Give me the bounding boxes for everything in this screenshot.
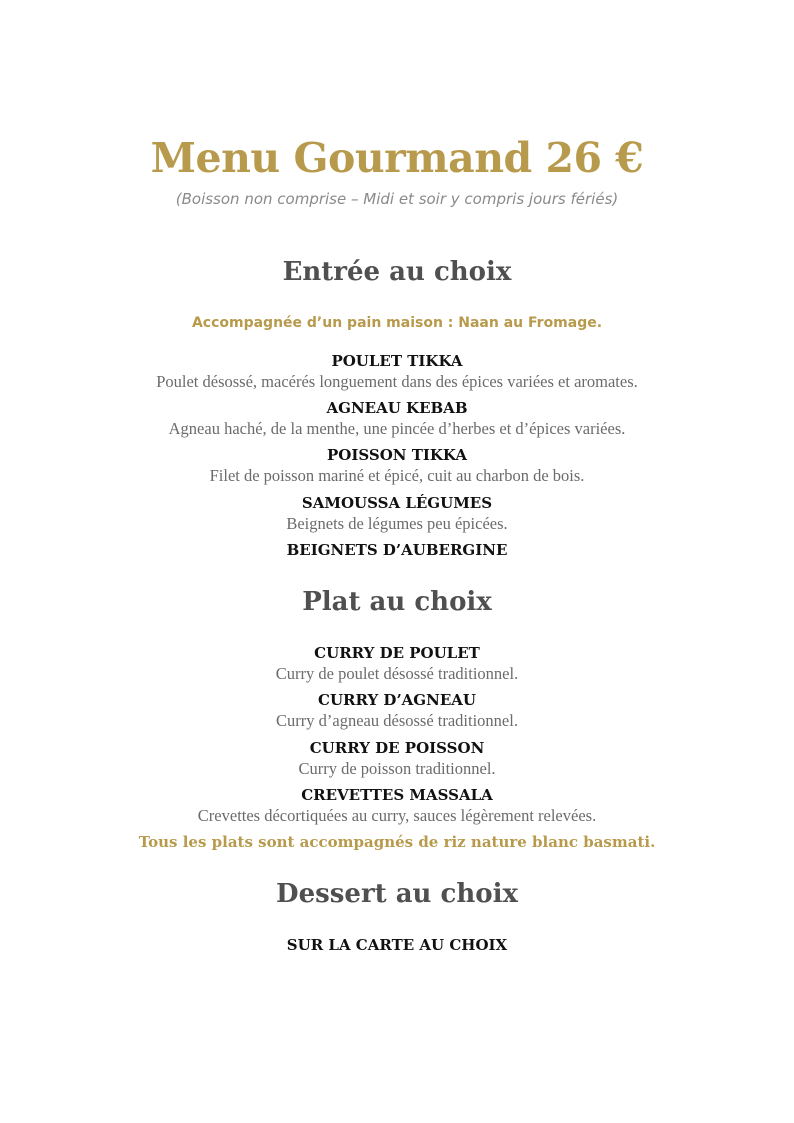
section-title-entree: Entrée au choix xyxy=(282,257,512,287)
entree-item-name: AGNEAU KEBAB xyxy=(326,399,468,417)
plat-item-desc: Curry d’agneau désossé traditionnel. xyxy=(276,711,518,730)
plat-item-name: CURRY DE POISSON xyxy=(309,739,485,757)
section-title-dessert: Dessert au choix xyxy=(276,879,518,909)
entree-item-name: POULET TIKKA xyxy=(331,352,463,370)
plat-item-name: CURRY DE POULET xyxy=(314,644,480,662)
entree-item-desc: Filet de poisson mariné et épicé, cuit au charbon de bois. xyxy=(209,466,585,485)
entree-item-desc: Beignets de légumes peu épicées. xyxy=(286,514,508,533)
section-title-plat: Plat au choix xyxy=(302,587,492,617)
entree-bread-note: Accompagnée d’un pain maison : Naan au Fromage. xyxy=(191,315,603,331)
dessert-item-name: SUR LA CARTE AU CHOIX xyxy=(286,936,508,954)
menu-title: Menu Gourmand 26 € xyxy=(150,134,644,182)
entree-item-name: POISSON TIKKA xyxy=(327,446,467,464)
plat-item-desc: Curry de poulet désossé traditionnel. xyxy=(275,664,519,683)
entree-item-name: SAMOUSSA LÉGUMES xyxy=(301,494,493,512)
plat-item-desc: Curry de poisson traditionnel. xyxy=(298,759,496,778)
entree-item-desc: Poulet désossé, macérés longuement dans des épices variées et aromates. xyxy=(156,372,638,391)
plat-item-name: CURRY D’AGNEAU xyxy=(318,691,476,709)
entree-item-desc: Agneau haché, de la menthe, une pincée d’herbes et d’épices variées. xyxy=(168,419,626,438)
plat-item-desc: Crevettes décortiquées au curry, sauces légèrement relevées. xyxy=(197,806,597,825)
plat-rice-note: Tous les plats sont accompagnés de riz nature blanc basmati. xyxy=(138,833,656,851)
plat-item-name: CREVETTES MASSALA xyxy=(301,786,493,804)
menu-subtitle: (Boisson non comprise – Midi et soir y compris jours fériés) xyxy=(175,190,619,208)
entree-item-name: BEIGNETS D’AUBERGINE xyxy=(286,541,508,559)
